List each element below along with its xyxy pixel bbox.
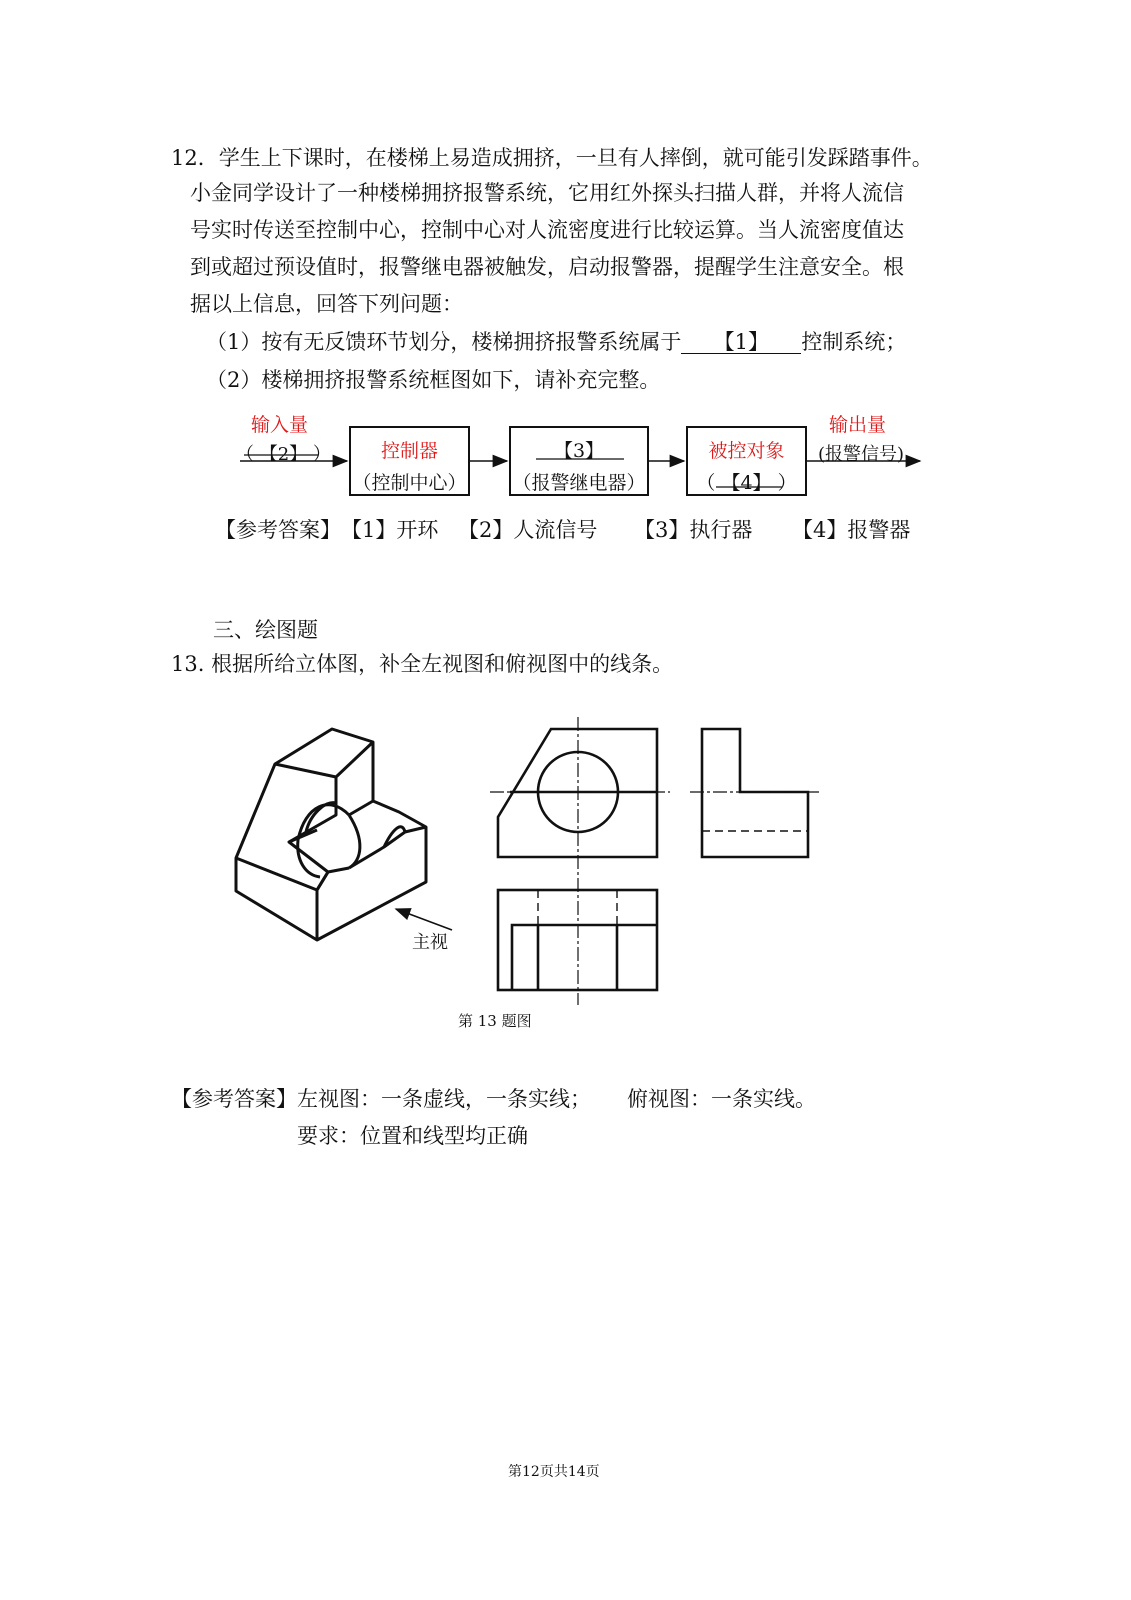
input-value: （ 【2】 ） (236, 444, 331, 465)
q12-line-4: 到或超过预设值时，报警继电器被触发，启动报警器，提醒学生注意安全。根 (190, 255, 904, 279)
q13-answer-line-2: 要求：位置和线型均正确 (297, 1124, 528, 1148)
section-heading: 三、绘图题 (213, 618, 318, 642)
q12-sub-1-prefix: （1）按有无反馈环节划分，楼梯拥挤报警系统属于 (206, 330, 682, 354)
q12-answer-2: 【2】人流信号 (458, 518, 598, 542)
actuator-sub: （报警继电器） (512, 472, 646, 494)
isometric-solid (236, 729, 426, 940)
input-label: 输入量 (251, 414, 309, 436)
actuator-title: 【3】 (553, 440, 605, 462)
front-view-centerlines (490, 717, 670, 1005)
q12-answer-prefix: 【参考答案】 (215, 518, 341, 542)
q13-text: 13. 根据所给立体图，补全左视图和俯视图中的线条。 (171, 652, 674, 676)
output-value: (报警信号) (818, 444, 905, 465)
q12-line-5: 据以上信息，回答下列问题： (190, 292, 463, 316)
q12-sub-1-suffix: 控制系统； (801, 330, 907, 354)
page-footer: 第12页共14页 (508, 1464, 600, 1480)
iso-view-label: 主视 (412, 932, 448, 953)
controlled-object-sub: （ 【4】 ） (696, 472, 797, 494)
q12-answer-1: 【1】开环 (341, 518, 439, 542)
q13-answer-line-1 (171, 1089, 816, 1110)
controller-title: 控制器 (380, 440, 438, 462)
q12-answer-4: 【4】报警器 (792, 518, 911, 542)
q13-answer-top-view: 俯视图：一条实线。 (627, 1087, 816, 1111)
q12-sub-2: （2）楼梯拥挤报警系统框图如下，请补充完整。 (206, 368, 661, 392)
q13-answer-prefix: 【参考答案】 (171, 1087, 297, 1111)
q12-answer-3: 【3】执行器 (634, 518, 753, 542)
q12-sub-1-blank: 【1】 (681, 332, 801, 354)
left-view (702, 729, 808, 857)
figure-caption: 第 13 题图 (458, 1012, 532, 1030)
q12-line-1: 12．学生上下课时，在楼梯上易造成拥挤，一旦有人摔倒，就可能引发踩踏事件。 (171, 146, 933, 170)
output-label: 输出量 (829, 414, 887, 436)
controlled-object-title: 被控对象 (708, 440, 785, 462)
controller-sub: （控制中心） (352, 472, 467, 494)
q12-line-2: 小金同学设计了一种楼梯拥挤报警系统，它用红外探头扫描人群，并将人流信 (190, 181, 904, 205)
q13-answer-left-view: 左视图：一条虚线，一条实线； (297, 1087, 591, 1111)
q12-line-3: 号实时传送至控制中心，控制中心对人流密度进行比较运算。当人流密度值达 (190, 218, 904, 242)
